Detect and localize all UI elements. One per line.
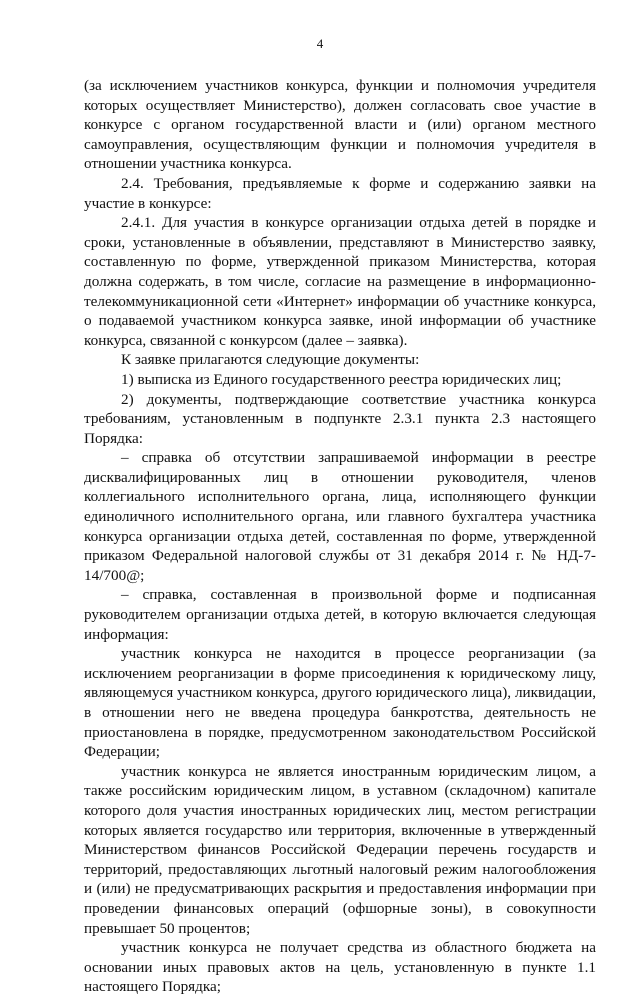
paragraph-not-foreign-entity: участник конкурса не является иностранным юридическим лицом, а также российским юридическим лицом, в уставном (складочном) капитале которого доля участия иностранных юридических лиц, местом регистрации которых является государство или территория, включенные в утвержденный Министерством финансов Российской Федерации перечень государств и территорий, предоставляющих льготный налоговый режим налогообложения и (или) не предусматривающих раскрытия и предоставления информации при проведении финансовых операций (офшорные зоны), в совокупности превышает 50 процентов; [84,762,596,937]
paragraph-no-other-budget-funds: участник конкурса не получает средства из областного бюджета на основании иных правовых актов на цель, установленную в пункте 1.1 настоящего Порядка; [84,939,596,996]
paragraph-section-2-4-1: 2.4.1. Для участия в конкурсе организации отдыха детей в порядке и сроки, установленные в объявлении, представляют в Министерство заявку, составленную по форме, утвержденной приказом Министерства, которая должна содержать, в том числе, согласие на размещение в информационно-телекоммуникационной сети «Интернет» информации об участнике конкурса, о подаваемой участником конкурса заявке, иной информации об участнике конкурса, связанной с конкурсом (далее – заявка). [84,214,596,349]
page-body [84,76,596,997]
list-item-2: 2) документы, подтверждающие соответствие участника конкурса требованиям, установленным в подпункте 2.3.1 пункта 2.3 настоящего Порядка: [84,390,596,447]
list-item-1: 1) выписка из Единого государственного реестра юридических лиц; [121,370,562,388]
dash-item-free-form-certificate: – справка, составленная в произвольной форме и подписанная руководителем организации отдыха детей, в которую включается следующая информация: [84,586,596,643]
dash-item-certificate-registry: – справка об отсутствии запрашиваемой информации в реестре дисквалифицированных лиц в отношении руководителя, членов коллегиального исполнительного органа, лица, исполняющего функции единоличного исполнительного органа, или главного бухгалтера участника конкурса организации отдыха детей, составленная по форме, утвержденной приказом Федеральной налоговой службы от 31 декабря 2014 г. № НД-7-14/700@; [84,449,596,584]
paragraph-continuation: (за исключением участников конкурса, функции и полномочия учредителя которых осуществляет Министерство), должен согласовать свое участие в конкурсе с органом государственной власти и (или) органом местного самоуправления, осуществляющим функции и полномочия учредителя в отношении участника конкурса. [84,77,596,173]
page-number: 4 [316,36,324,51]
paragraph-not-reorganization: участник конкурса не находится в процессе реорганизации (за исключением реорганизации в форме присоединения к юридическому лицу, являющемуся участником конкурса, другого юридического лица), ликвидации, в отношении него не введена процедура банкротства, деятельность не приостановлена в порядке, предусмотренном законодательством Российской Федерации; [84,645,596,761]
paragraph-attachments-intro: К заявке прилагаются следующие документы: [121,351,420,369]
paragraph-section-2-4: 2.4. Требования, предъявляемые к форме и содержанию заявки на участие в конкурсе: [84,174,596,212]
